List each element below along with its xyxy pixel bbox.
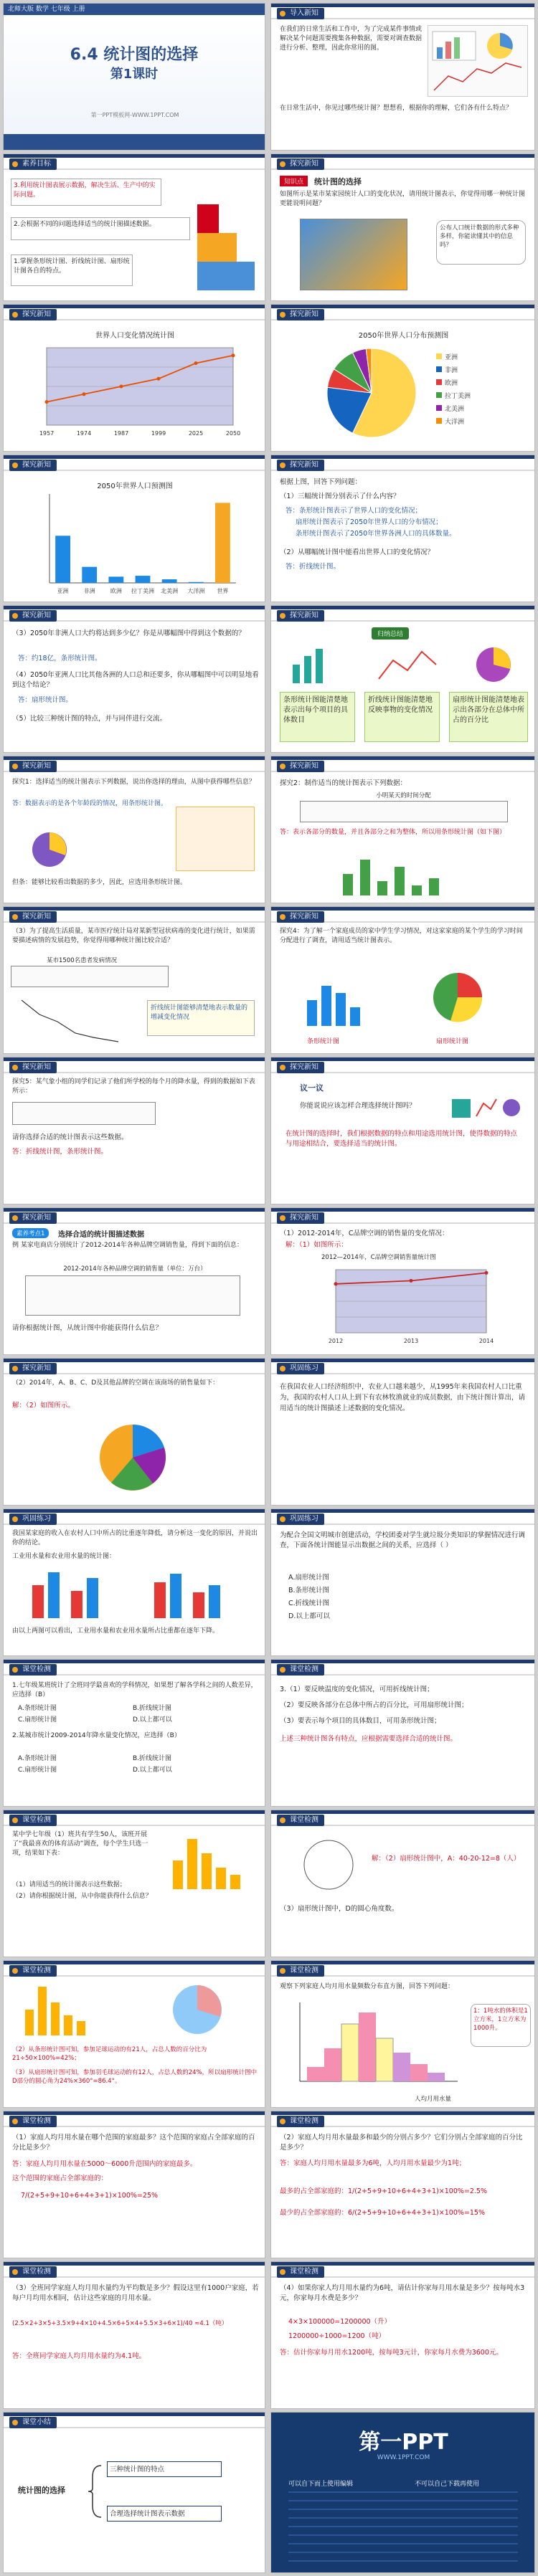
- option-c[interactable]: C.折线统计图: [288, 1600, 330, 1607]
- option-a[interactable]: A.扇形统计图: [288, 1574, 329, 1582]
- data-point: [334, 1282, 338, 1285]
- lesson-title: 6.4 统计图的选择: [70, 46, 199, 64]
- slide-brand: 第一PPT WWW.1PPT.COM 可以自下而上使用编辑 不可以自己下载再使用: [270, 2412, 535, 2573]
- time-table: [300, 801, 508, 822]
- data-point: [194, 361, 198, 365]
- section-tag: 课堂检测: [277, 2116, 324, 2127]
- brand-c-line-chart: [314, 1263, 494, 1349]
- data-point: [45, 400, 49, 404]
- slide-explore-5: 探究新知 探究5：某气象小组的同学们记录了他们所学校的每个月的降水量，得到的数据如下表所示： 请你选择合适的统计图表示这些数据。 答：折线统计图，条形统计图。: [3, 1057, 265, 1204]
- slide-questions-2: 探究新知 （3）2050年非洲人口大约将达到多少亿？你是从哪幅图中得到这个数据的？ 答：约18亿，条形统计图。 （4）2050年亚洲人口比其他各洲的人口总和还要多，你从哪幅图中可以明显地看到这个结论？ 答：扇形统计图。 （5）比较三种统计图的特点，并与同伴进行交流。: [3, 605, 265, 753]
- pie-chart-feature: 扇形统计图能清楚地表示出各部分在总体中所占的百分比: [449, 692, 528, 742]
- slide-check-1: 课堂检测 1.七年级某班统计了全班同学最喜欢的学科情况，如果想了解各学科之间的人数差异，应选择（B） A.条形统计图 B.折线统计图 C.扇形统计图 D.以上都可以 2.某城市统计2009-2014年降水量变化情况，应选择（B） A.条形统计图 B.折线统计图 C.扇形统计图 D.以上都可以: [3, 1659, 265, 1807]
- legend-swatch: [436, 392, 442, 398]
- section-tag: 探究新知: [9, 761, 57, 772]
- trend-line: [18, 993, 126, 1047]
- sports-bar-chart: [166, 1832, 259, 1893]
- bar: [108, 576, 123, 583]
- bar: [55, 536, 70, 583]
- section-tag: 课堂检测: [9, 2116, 57, 2127]
- brand-url: WWW.1PPT.COM: [377, 2454, 430, 2461]
- answer-bar-chart: [18, 1981, 104, 2038]
- intro-question: 在日常生活中，你见过哪些统计图？想想看，根据你的理解，它们各有什么特点？: [280, 105, 513, 112]
- summary-node-2: 合理选择统计图表示数据: [107, 2506, 222, 2522]
- small-pie: [21, 828, 85, 871]
- q1-option-a[interactable]: A.条形统计图: [18, 1705, 57, 1712]
- category-label: 拉丁美洲: [131, 588, 154, 594]
- q2-option-b[interactable]: B.折线统计图: [133, 1755, 172, 1762]
- bar: [189, 582, 204, 583]
- slide-check-2: 课堂检测 3.（1）要反映温度的变化情况，可用折线统计图； （2）要反映各部分在总体中所占的百分比，可用扇形统计图； （3）要表示每个项目的具体数目，可用条形统计图； 上述三种统计图各有特点，应根据需要选择合适的统计图。: [270, 1659, 535, 1807]
- q1-option-d[interactable]: D.以上都可以: [133, 1716, 172, 1724]
- slide-discuss: 探究新知 议一议 你能说说应该怎样合理选择统计图吗？ 在统计图的选择时，我们根据数据的特点和用途选用统计图，使得数据的特点与用途相结合，要选择适当的统计图。: [270, 1057, 535, 1204]
- bar: [136, 576, 151, 583]
- bar-chart-feature: 条形统计图能清楚地表示出每个项目的具体数目: [280, 692, 355, 742]
- section-tag: 探究新知: [9, 911, 57, 923]
- legend-label: 北美洲: [445, 406, 465, 413]
- line-chart-feature: 折线统计图能清楚地反映事物的变化情况: [364, 692, 440, 742]
- population-line-chart: [25, 341, 240, 441]
- knowledge-text: 如图所示是某市某家园统计人口的变化状况，请用统计图表示，你觉得用哪一种统计图更能说明问题？: [280, 191, 526, 207]
- slide-check-5: 课堂检测 （2）从条形统计图可知，参加足球运动的有21人，占总人数的百分比为21÷50×100%=42%； （3）从扇形统计图可知，参加羽毛球运动的有12人，占总人数的24%，所以扇形统计图中D部分的圆心角为24%×360°=86.4°。: [3, 1960, 265, 2108]
- brand-pie: [82, 1416, 183, 1498]
- poster-image: [300, 219, 407, 290]
- water-bars-2: [147, 1564, 240, 1621]
- summary-bracket: [87, 2463, 104, 2520]
- type-icons: [285, 643, 522, 686]
- section-tag: 探究新知: [277, 158, 324, 170]
- slide-bar-chart: [3, 455, 265, 602]
- summary-node-1: 三种统计图的特点: [107, 2461, 222, 2477]
- summary-root: 统计图的选择: [18, 2486, 65, 2495]
- illustration: [176, 807, 255, 871]
- slide-check-9: 课堂检测 （3）全班同学家庭人均月用水量约为平均数是多少？假设这里有1000户家庭，若每户月均用水相同，估计这些家庭的月用水量。 (2.5×2+3×5+3.5×9+4×10+4.5×6+5×4+5.5×3+6×1)/40 ≈4.1（吨） 答：全班同学家庭人均月用水量约为4.1吨。: [3, 2261, 265, 2409]
- section-tag: 素养目标: [9, 158, 57, 170]
- legend-label: 亚洲: [445, 354, 458, 361]
- slide-check-4: 课堂检测 解：（2）扇形统计图中，A：40-20-12=8（人） （3）扇形统计图中，D的圆心角度数。: [270, 1810, 535, 1957]
- chart-title: 2050年世界人口分布预测图: [358, 332, 449, 340]
- sports-pie-outline: [300, 1836, 357, 1893]
- patient-table: [11, 966, 169, 987]
- slide-explore-2: 探究新知 探究2：制作适当的统计图表示下列数据： 小明某天的时间分配 答：表示各部分的数量，并且各部分之和为整体，所以用条形统计图（如下图）: [270, 756, 535, 903]
- category-label: 非洲: [83, 588, 95, 594]
- x-tick-label: 1999: [151, 430, 166, 437]
- brand-lines: [288, 2491, 518, 2563]
- knowledge-title: 统计图的选择: [314, 177, 362, 186]
- water-bars-1: [25, 1564, 118, 1621]
- category-label: 世界: [217, 588, 229, 594]
- knowledge-tag: 知识点: [280, 176, 308, 186]
- section-tag: 课堂检测: [9, 2266, 57, 2278]
- slide-line-chart: [3, 304, 265, 452]
- tip-box: 折线统计图能够清楚地表示数量的增减变化情况: [147, 1000, 255, 1036]
- legend-swatch: [436, 353, 442, 359]
- section-tag: 巩固练习: [9, 1513, 57, 1525]
- x-tick-label: 1987: [113, 430, 129, 437]
- data-point: [82, 392, 86, 396]
- goal-box-3: 3.利用统计图表展示数据，解决生活、生产中的实际问题。: [11, 179, 161, 206]
- category-label: 北美洲: [161, 588, 179, 594]
- explore4-bar: [300, 971, 386, 1029]
- category-label: 欧洲: [110, 588, 122, 594]
- legend-swatch: [436, 418, 442, 424]
- slide-summary: [3, 2412, 265, 2573]
- section-tag: 探究新知: [9, 309, 57, 320]
- slide-check-7: 课堂检测 （1）家庭人均月用水量在哪个范围的家庭最多？这个范围的家庭占全部家庭的百分比是多少？ 答：家庭人均月用水量在5000～6000升范围内的家庭最多。 这个范围的家庭占全部家庭的： 7/(2+5+9+10+6+4+3+1)×100%=25%: [3, 2111, 265, 2258]
- unit-bubble: 1：1吨水的体积是1立方米，1立方米为1000升。: [471, 2004, 531, 2047]
- x-tick-label: 2013: [403, 1338, 419, 1344]
- slide-knowledge: [270, 153, 535, 301]
- slide-check-10: 课堂检测 （4）如果你家人均月用水量约为6吨，请估计你家每月用水量是多少？按每吨水3元，你家每月水费是多少？ 4×3×100000=1200000（升） 1200000÷1000=1200（吨） 答：估计你家每月用水1200吨，按每吨3元计，你家每月水费为3600元。: [270, 2261, 535, 2409]
- slide-pie-chart: [270, 304, 535, 452]
- slide-practice-2: 巩固练习 我国某家庭的收入在农村人口中所占的比重逐年降低，请分析这一变化的原因，并说出你的结论。 工业用水量和农业用水量的统计图： 由以上两图可以看出，工业用水量和农业用水量所占比重都在逐年下降。: [3, 1508, 265, 1656]
- section-tag: 探究新知: [277, 610, 324, 622]
- slide-check-6: 课堂检测 观察下列家庭人均月用水量频数分布直方图，回答下列问题： 人均月用水量 1：1吨水的体积是1立方米，1立方米为1000升。: [270, 1960, 535, 2108]
- x-tick-label: 2025: [188, 430, 204, 437]
- section-tag: 导入新知: [277, 8, 324, 19]
- x-tick-label: 2050: [225, 430, 240, 437]
- section-tag: 巩固练习: [277, 1513, 324, 1525]
- slide-explore-4: 探究新知 探究4：为了解一个家庭成员的家中学生学习情况，对这家家庭的某个学生的学习时间分配进行了调查，请用适当统计图表示。 条形统计图 扇形统计图: [270, 906, 535, 1054]
- section-tag: 课堂检测: [277, 1664, 324, 1676]
- data-point: [232, 353, 235, 357]
- population-pie-chart: [314, 339, 494, 447]
- section-tag: 探究新知: [9, 610, 57, 622]
- lesson-subtitle: 第1课时: [110, 67, 159, 82]
- water-histogram: [285, 1995, 465, 2096]
- cover-wave: [4, 134, 265, 150]
- brand-table: [25, 1275, 240, 1316]
- population-bar-chart: [32, 490, 240, 597]
- legend-label: 拉丁美洲: [445, 393, 471, 400]
- section-tag: 课堂检测: [277, 2266, 324, 2278]
- section-tag: 课堂检测: [9, 1815, 57, 1826]
- intro-text: 在我们的日常生活和工作中，为了完成某件事情或解决某个问题需要搜集各种数据，需要对调查数据进行分析、整理，因此你常用的图。: [280, 26, 423, 52]
- section-tag: 探究新知: [277, 911, 324, 923]
- option-d[interactable]: D.以上都可以: [288, 1612, 330, 1620]
- legend-swatch: [436, 379, 442, 385]
- slide-cover: [3, 3, 265, 151]
- slide-goals: [3, 153, 265, 301]
- rain-table: [12, 1102, 156, 1125]
- slide-example-pie: 探究新知 （2）2014年，A、B、C、D及其他品牌的空调在该商场的销售量如下： 解：（2）如图所示。: [3, 1358, 265, 1506]
- x-tick-label: 2012: [328, 1338, 344, 1344]
- slide-example: 探究新知 素养考点1 选择合适的统计图描述数据 例 某家电商店分别统计了2012-2014年各种品牌空调销售量，得到下面的信息： 2012-2014年各种品牌空调的销售量（单位：万台） 请你根据统计图，从统计图中你能获得什么信息？: [3, 1207, 265, 1355]
- x-tick-label: 1974: [76, 430, 92, 437]
- goal-box-1: 1.掌握条形统计图、折线统计图、扇形统计图各自的特点。: [11, 255, 133, 286]
- bar: [162, 579, 177, 583]
- q2-option-a[interactable]: A.条形统计图: [18, 1755, 57, 1762]
- x-tick-label: 1957: [39, 430, 55, 437]
- bar: [82, 567, 97, 583]
- goal-box-2: 2.会根据不同的问题选择适当的统计图描述数据。: [11, 217, 190, 240]
- slide-questions-1: 探究新知 根据上图，回答下列问题： （1）三幅统计图分别表示了什么内容？ 答：条形统计图表示了世界人口的变化情况； 扇形统计图表示了2050年世界人口的分布情况； 条形统计图表示了2050年世界各洲人口的具体数量。 （2）从哪幅统计图中能看出世界人口的变化情况？ 答：折线统计图。: [270, 455, 535, 602]
- q1-option-c[interactable]: C.扇形统计图: [18, 1716, 57, 1724]
- data-point: [120, 385, 123, 389]
- section-tag: 探究新知: [9, 1363, 57, 1374]
- watermark-text: 第一PPT模板网-WWW.1PPT.COM: [90, 112, 179, 118]
- q2-option-d[interactable]: D.以上都可以: [133, 1767, 172, 1774]
- legend-swatch: [436, 405, 442, 411]
- chart-title: 2050年世界人口预测图: [97, 483, 173, 490]
- explore4-pie: [422, 969, 494, 1033]
- section-tag: 探究新知: [9, 1212, 57, 1224]
- q2-option-c[interactable]: C.扇形统计图: [18, 1767, 57, 1774]
- staircase-graphic: [197, 190, 255, 290]
- category-label: 大洋洲: [187, 588, 205, 594]
- summary-tag: 归纳总结: [372, 627, 409, 640]
- slide-practice-1: 巩固练习 在我国农业人口经济组织中，农业人口越来越少，从1995年来我国农村人口比重为，我国的农村人口从上到下有农林牧渔就业的成员数据，由下统计图计算出，请用适当的统计图描述上述数据的变化情况。: [270, 1358, 535, 1506]
- green-bar-chart: [336, 852, 472, 898]
- section-tag: 课堂小结: [9, 2417, 57, 2428]
- section-tag: 探究新知: [277, 1062, 324, 1073]
- publisher-bar: 北师大版 数学 七年级 上册: [4, 4, 265, 15]
- x-tick-label: 2014: [478, 1338, 494, 1344]
- section-tag: 探究新知: [9, 460, 57, 471]
- bar: [215, 503, 230, 583]
- category-label: 亚洲: [57, 588, 69, 594]
- section-tag: 课堂检测: [9, 1664, 57, 1676]
- chart-title: 世界人口变化情况统计图: [95, 332, 174, 340]
- q1-option-b[interactable]: B.折线统计图: [133, 1705, 172, 1712]
- slide-practice-3: 巩固练习 为配合全国文明城市创建活动，学校团委对学生就垃圾分类知识的掌握情况进行调查，下面各统计图能显示出数据之间的关系，应选择（ ） A.扇形统计图 B.条形统计图 C.折线统计图 D.以上都可以: [270, 1508, 535, 1656]
- slide-explore-3: 探究新知 （3）为了提高生活质量，某市医疗统计局对某新型冠状病毒的变化进行统计，如果需要描述病情的发展趋势，你觉得用哪种统计图比较合适？ 某市1500名患者发病情况 折线统计图能够清楚地表示数量的增减变化情况: [3, 906, 265, 1054]
- slide-chart-types: [270, 605, 535, 753]
- section-tag: 探究新知: [277, 460, 324, 471]
- section-tag: 探究新知: [277, 1212, 324, 1224]
- speech-bubble: 公布人口统计数据的形式多种多样，你能读懂其中的信息吗？: [436, 220, 526, 265]
- slide-check-8: 课堂检测 （2）家庭人均月用水量最多和最少的分别占多少？它们分别占全部家庭的百分比是多少？ 答：家庭人均月用水量最多为6吨，人均月用水量最少为1吨； 最多的占全部家庭的：1/(2+5+9+10+6+4+3+1)×100%=2.5% 最少的占全部家庭的：6/(2+5+9+10+6+4+3+1)×100%=15%: [270, 2111, 535, 2258]
- section-tag: 巩固练习: [277, 1363, 324, 1374]
- slide-intro: [270, 3, 535, 151]
- data-point: [485, 1271, 489, 1275]
- discuss-icons: [450, 1092, 522, 1121]
- slide-example-line: 探究新知 （1）2012-2014年，C品牌空调的销售量的变化情况： 解：（1）如图所示： 2012—2014年，C品牌空调销售量统计图 2012 2013 2014: [270, 1207, 535, 1355]
- section-tag: 探究新知: [277, 761, 324, 772]
- legend-label: 非洲: [445, 367, 458, 374]
- section-tag: 课堂检测: [9, 1965, 57, 1977]
- data-point: [410, 1279, 413, 1283]
- section-tag: 探究新知: [9, 1062, 57, 1073]
- chart-thumbnails: [428, 25, 528, 97]
- section-tag: 探究新知: [277, 309, 324, 320]
- legend-label: 大洋洲: [445, 419, 465, 426]
- slide-check-3: 课堂检测 某中学七年级（1）班共有学生50人，该班开展了“我最喜欢的体育活动”调查，每个学生只选一项，结果如下表： （1）请用适当的统计图表示这些数据； （2）请你根据统计图，从中你能获得什么信息？: [3, 1810, 265, 1957]
- section-tag: 课堂检测: [277, 1965, 324, 1977]
- answer-pie: [161, 1981, 233, 2038]
- section-tag: 课堂检测: [277, 1815, 324, 1826]
- data-point: [157, 377, 161, 381]
- option-b[interactable]: B.条形统计图: [288, 1587, 330, 1594]
- legend-label: 欧洲: [445, 380, 458, 387]
- brand-logo: 第一PPT: [359, 2430, 448, 2455]
- legend-swatch: [436, 366, 442, 372]
- slide-explore-1: 探究新知 探究1：选择适当的统计图表示下列数据，说出你选择的理由，从图中获得哪些信息？ 答：数据表示的是各个年龄段的情况，用条形统计图。 但条：能够比较看出数据的多少，因此，应选用条形统计图。: [3, 756, 265, 903]
